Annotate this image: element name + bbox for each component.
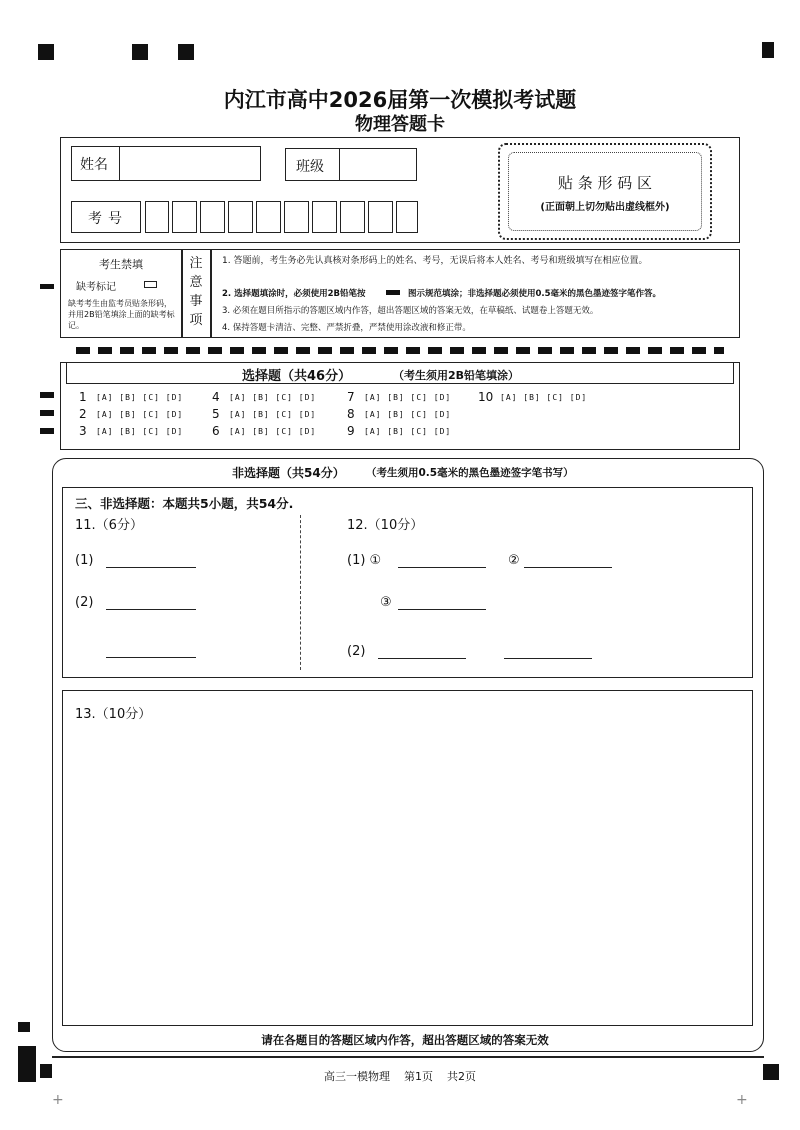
- exam-no-digit[interactable]: [368, 201, 393, 233]
- barcode-note: (正面朝上切勿贴出虚线框外): [540, 202, 670, 213]
- timing-dash: [98, 347, 112, 354]
- question-number: 7: [347, 390, 355, 404]
- timing-dash: [142, 347, 156, 354]
- registration-mark: [762, 42, 774, 58]
- answer-options[interactable]: [A] [B] [C] [D]: [229, 410, 317, 419]
- q12-circle-2-label: ②: [508, 553, 520, 568]
- question-number: 6: [212, 424, 220, 438]
- answer-options[interactable]: [A] [B] [C] [D]: [364, 410, 452, 419]
- exam-no-digit[interactable]: [172, 201, 197, 233]
- barcode-title: 贴 条 形 码 区: [557, 174, 653, 192]
- question-number: 4: [212, 390, 220, 404]
- q13-heading: 13.（10分）: [75, 707, 152, 722]
- exam-no-digit[interactable]: [312, 201, 337, 233]
- answer-options[interactable]: [A] [B] [C] [D]: [96, 393, 184, 402]
- exam-no-digit[interactable]: [145, 201, 169, 233]
- q12-heading: 12.（10分）: [347, 518, 424, 533]
- name-field[interactable]: [119, 146, 261, 181]
- timing-dash: [670, 347, 684, 354]
- exam-no-digit[interactable]: [256, 201, 281, 233]
- exam-no-digit[interactable]: [284, 201, 309, 233]
- notice-item-4: 4. 保持答题卡清洁、完整、严禁折叠，严禁使用涂改液和修正带。: [222, 323, 471, 333]
- timing-dash: [516, 347, 530, 354]
- nonchoice-note: （考生须用0.5毫米的黑色墨迹签字笔书写）: [366, 467, 574, 479]
- bottom-warning: 请在各题目的答题区域内作答，超出答题区域的答案无效: [261, 1033, 549, 1047]
- q12-part2-answer-line-2[interactable]: [504, 658, 592, 659]
- timing-dash: [428, 347, 442, 354]
- footer-rule: [52, 1056, 764, 1058]
- timing-mark: [40, 410, 54, 416]
- answer-options[interactable]: [A] [B] [C] [D]: [364, 393, 452, 402]
- timing-dash: [186, 347, 200, 354]
- q11-part1-label: (1): [75, 553, 94, 568]
- q11-heading: 11.（6分）: [75, 518, 143, 533]
- timing-dash: [626, 347, 640, 354]
- notice-item-2b: 图示规范填涂；非选择题必须使用0.5毫米的黑色墨迹签字笔作答。: [408, 289, 662, 299]
- divider: [181, 249, 183, 338]
- question-number: 5: [212, 407, 220, 421]
- timing-dash: [560, 347, 574, 354]
- timing-dash: [384, 347, 398, 354]
- class-field[interactable]: [339, 148, 417, 181]
- fill-sample-icon: [386, 290, 400, 295]
- section-heading: 三、非选择题：本题共5小题，共54分.: [75, 496, 294, 511]
- q12-part2-answer-line-1[interactable]: [378, 658, 466, 659]
- timing-dash: [406, 347, 420, 354]
- question-number: 1: [79, 390, 87, 404]
- divider: [210, 249, 212, 338]
- q12-part1-answer-line-3[interactable]: [398, 609, 486, 610]
- question-number: 8: [347, 407, 355, 421]
- question-number: 3: [79, 424, 87, 438]
- timing-dash: [582, 347, 596, 354]
- timing-dash: [538, 347, 552, 354]
- column-divider: [300, 515, 301, 670]
- q12-part1-label: (1) ①: [347, 553, 382, 568]
- crosshair-mark: +: [52, 1092, 64, 1108]
- exam-no-digit[interactable]: [228, 201, 253, 233]
- forbid-title: 考生禁填: [99, 258, 143, 271]
- timing-dash: [230, 347, 244, 354]
- timing-dash: [76, 347, 90, 354]
- registration-mark: [38, 44, 54, 60]
- timing-dash: [472, 347, 486, 354]
- timing-dash: [692, 347, 706, 354]
- registration-mark: [18, 1022, 30, 1032]
- timing-dash: [296, 347, 310, 354]
- answer-options[interactable]: [A] [B] [C] [D]: [364, 427, 452, 436]
- q11-part2-answer-line[interactable]: [106, 609, 196, 610]
- notice-item-3: 3. 必须在题目所指示的答题区域内作答，超出答题区域的答案无效，在草稿纸、试题卷上答题无效。: [222, 306, 599, 316]
- q12-part1-answer-line-2[interactable]: [524, 567, 612, 568]
- answer-area-13[interactable]: [62, 690, 753, 1026]
- notice-item-2a: 2. 选择题填涂时，必须使用2B铅笔按: [222, 289, 366, 299]
- timing-dash: [450, 347, 464, 354]
- absent-label: 缺考标记: [76, 282, 116, 293]
- footer-text: 高三一模物理 第1页 共2页: [324, 1070, 476, 1083]
- registration-mark: [178, 44, 194, 60]
- class-label: 班级: [296, 159, 324, 175]
- q11-part2-answer-line-2[interactable]: [106, 657, 196, 658]
- timing-dash: [494, 347, 508, 354]
- notice-side-title: 注意事项: [189, 256, 203, 328]
- absent-note: 缺考考生由监考员贴条形码，并用2B铅笔填涂上面的缺考标记。: [68, 299, 175, 330]
- timing-dash: [208, 347, 222, 354]
- timing-dash: [340, 347, 354, 354]
- timing-dash: [648, 347, 662, 354]
- timing-mark: [40, 284, 54, 289]
- timing-dash: [164, 347, 178, 354]
- timing-dash: [714, 347, 724, 354]
- question-number: 2: [79, 407, 87, 421]
- timing-dash: [120, 347, 134, 354]
- q12-part1-answer-line-1[interactable]: [398, 567, 486, 568]
- choice-title: 选择题（共46分）: [242, 369, 352, 384]
- q12-circle-3-label: ③: [380, 595, 392, 610]
- exam-no-label: 考号: [88, 211, 128, 227]
- notice-item-1: 1. 答题前，考生务必先认真核对条形码上的姓名、考号，无误后将本人姓名、考号和班级填写在相应位置。: [222, 256, 648, 266]
- absent-mark-box[interactable]: [144, 281, 157, 288]
- page-title: 内江市高中2026届第一次模拟考试题: [223, 88, 577, 112]
- q11-part1-answer-line[interactable]: [106, 567, 196, 568]
- exam-no-digit[interactable]: [340, 201, 365, 233]
- q12-part2-label: (2): [347, 644, 366, 659]
- answer-options[interactable]: [A] [B] [C] [D]: [96, 427, 184, 436]
- exam-no-digit[interactable]: [396, 201, 418, 233]
- registration-mark: [132, 44, 148, 60]
- timing-dash: [604, 347, 618, 354]
- question-number: 10: [478, 390, 494, 404]
- answer-options[interactable]: [A] [B] [C] [D]: [96, 410, 184, 419]
- answer-options[interactable]: [A] [B] [C] [D]: [229, 427, 317, 436]
- question-number: 9: [347, 424, 355, 438]
- timing-dash: [318, 347, 332, 354]
- answer-options[interactable]: [A] [B] [C] [D]: [500, 393, 588, 402]
- exam-no-digit[interactable]: [200, 201, 225, 233]
- timing-dash: [274, 347, 288, 354]
- page-subtitle: 物理答题卡: [355, 114, 445, 135]
- name-label: 姓名: [80, 157, 108, 173]
- timing-dash: [252, 347, 266, 354]
- crosshair-mark: +: [736, 1092, 748, 1108]
- q11-part2-label: (2): [75, 595, 94, 610]
- choice-note: （考生须用2B铅笔填涂）: [393, 369, 520, 382]
- nonchoice-title: 非选择题（共54分）: [232, 466, 345, 480]
- answer-options[interactable]: [A] [B] [C] [D]: [229, 393, 317, 402]
- timing-mark: [40, 428, 54, 434]
- timing-mark: [40, 392, 54, 398]
- timing-dash: [362, 347, 376, 354]
